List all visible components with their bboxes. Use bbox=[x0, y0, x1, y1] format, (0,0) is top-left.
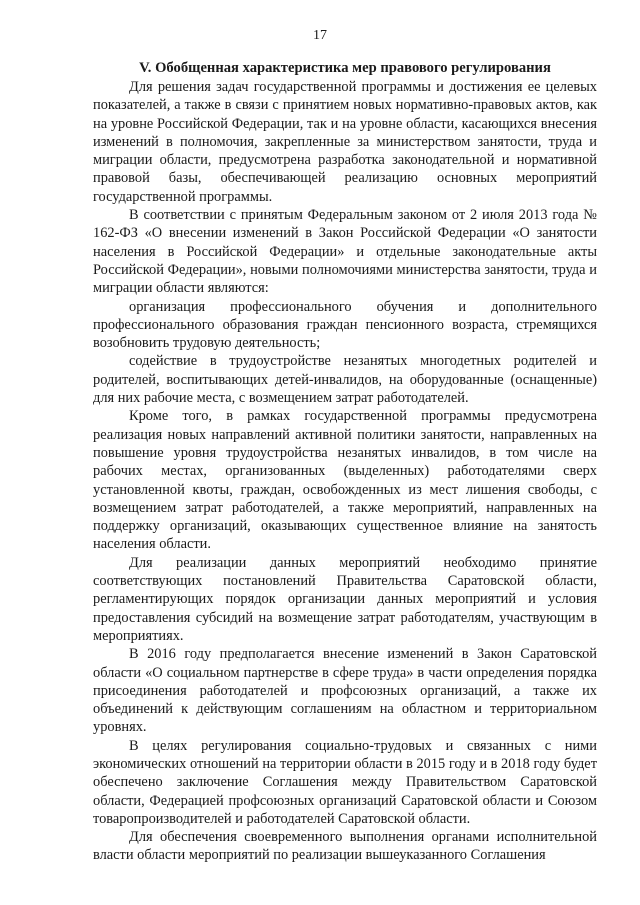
paragraph-new-directions: Кроме того, в рамках государственной программы предусмотрена реализация новых направлений активной политики занятости, направленных на повышение уровня трудоустройства незанятых инвалидов, в том числе на рабочих местах, организованных (выделенных) работодателями сверх установленной квоты, граждан, освобожденных из мест лишения свободы, с возмещением затрат работодателей, а также мероприятий, направленных на поддержку организаций, оказывающих существенное влияние на занятость населения области. bbox=[93, 408, 597, 553]
paragraph-federal-law: В соответствии с принятым Федеральным законом от 2 июля 2013 года № 162-ФЗ «О внесении изменений в Закон Российской Федерации «О занятости населения в Российской Федерации» и отдельные законодательные акты Российской Федерации», новыми полномочиями министерства занятости, труда и миграции области являются: bbox=[93, 207, 597, 297]
paragraph-legal-basis: Для решения задач государственной программы и достижения ее целевых показателей, а также в связи с принятием новых нормативно-правовых актов, как на уровне Российской Федерации, так и на уровне области, касающихся внесения изменений в полномочия, закрепленные за министерством занятости, труда и миграции области, предусмотрена разработка законодательной и нормативной правовой базы, обеспечивающей реализацию основных мероприятий государственной программы. bbox=[93, 79, 597, 205]
section-heading: V. Обобщенная характеристика мер правового регулирования bbox=[139, 60, 551, 76]
paragraph-government-resolutions: Для реализации данных мероприятий необходимо принятие соответствующих постановлений Правительства Саратовской области, регламентирующих порядок организации данных мероприятий и условия предоставления субсидий на возмещение затрат работодателям, участвующим в мероприятиях. bbox=[93, 554, 597, 644]
paragraph-agreement-implementation: Для обеспечения своевременного выполнения органами исполнительной власти области мероприятий по реализации вышеуказанного Соглашения bbox=[93, 829, 597, 864]
page-number: 17 bbox=[313, 28, 327, 43]
list-item-employment-assistance: содействие в трудоустройстве незанятых многодетных родителей и родителей, воспитывающих детей-инвалидов, на оборудованные (оснащенные) для них рабочие места, с возмещением затрат работодателей. bbox=[93, 353, 597, 407]
paragraph-law-amendments-2016: В 2016 году предполагается внесение изменений в Закон Саратовской области «О социальном партнерстве в сфере труда» в части определения порядка присоединения работодателей и профсоюзных организаций, а также их объединений к действующим соглашениям на областном и территориальном уровнях. bbox=[93, 646, 597, 736]
document-body bbox=[93, 58, 597, 865]
paragraph-agreement: В целях регулирования социально-трудовых и связанных с ними экономических отношений на территории области в 2015 году и в 2018 году будет обеспечено заключение Соглашения между Правительством Саратовской области, Федерацией профсоюзных организаций Саратовской области и Союзом товаропроизводителей и работодателей Саратовской области. bbox=[93, 737, 597, 827]
list-item-professional-training: организация профессионального обучения и дополнительного профессионального образования граждан пенсионного возраста, стремящихся возобновить трудовую деятельность; bbox=[93, 298, 597, 352]
